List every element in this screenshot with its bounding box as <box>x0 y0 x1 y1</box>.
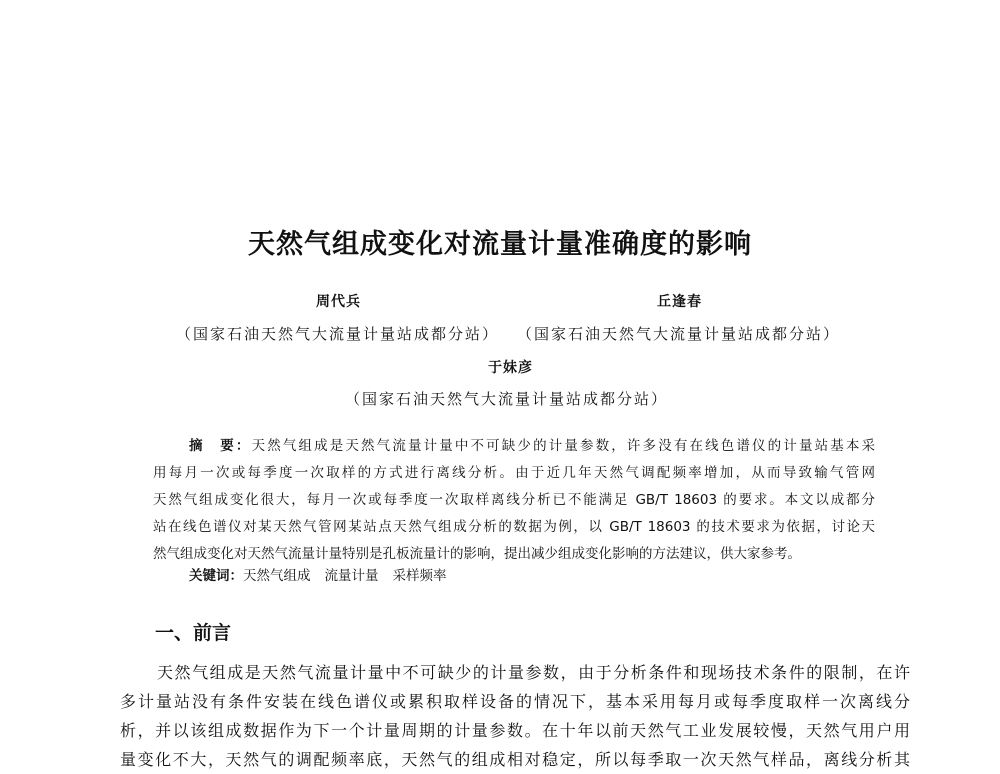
author-affiliation-3: （国家石油天然气大流量计量站成都分站） <box>345 390 669 408</box>
section-body <box>120 658 910 774</box>
abstract-line: 天然气组成变化很大，每月一次或每季度一次取样离线分析已不能满足 GB/T 18603 的要求。本文以成都分 <box>153 492 875 508</box>
section-heading: 一、前言 <box>155 622 232 644</box>
author-affiliation-1: （国家石油天然气大流量计量站成都分站） <box>176 325 500 343</box>
body-line: 量变化不大，天然气的调配频率底，天然气的组成相对稳定，所以每季取一次天然气样品，离线分析其 <box>120 750 910 769</box>
body-line: 多计量站没有条件安装在线色谱仪或累积取样设备的情况下，基本采用每月或每季度取样一次离线分 <box>120 692 910 711</box>
abstract-line: 然气组成变化对天然气流量计量特别是孔板流量计的影响，提出减少组成变化影响的方法建议，供大家参考。 <box>153 546 801 562</box>
author-name-3: 于妹彦 <box>488 360 533 376</box>
abstract-line: 站在线色谱仪对某天然气管网某站点天然气组成分析的数据为例，以 GB/T 18603 的技术要求为依据，讨论天 <box>153 519 875 535</box>
keywords <box>189 564 461 584</box>
keywords-label: 关键词： <box>189 568 243 584</box>
keyword-item: 流量计量 <box>324 568 379 584</box>
abstract-line: 摘 要：天然气组成是天然气流量计量中不可缺少的计量参数，许多没有在线色谱仪的计量站基本采 <box>189 438 875 454</box>
body-line: 天然气组成是天然气流量计量中不可缺少的计量参数，由于分析条件和现场技术条件的限制，在许 <box>157 663 910 682</box>
author-affiliation-2: （国家石油天然气大流量计量站成都分站） <box>517 325 841 343</box>
keyword-item: 天然气组成 <box>243 568 311 584</box>
abstract-label: 摘 要： <box>189 438 252 454</box>
keyword-item: 采样频率 <box>392 568 447 584</box>
author-name-2: 丘逢春 <box>657 294 702 310</box>
abstract-line: 用每月一次或每季度一次取样的方式进行离线分析。由于近几年天然气调配频率增加，从而导致输气管网 <box>153 465 875 481</box>
body-line: 析，并以该组成数据作为下一个计量周期的计量参数。在十年以前天然气工业发展较慢，天然气用户用 <box>120 721 910 740</box>
author-name-1: 周代兵 <box>316 294 361 310</box>
abstract <box>153 433 875 568</box>
paper-title: 天然气组成变化对流量计量准确度的影响 <box>248 229 752 260</box>
